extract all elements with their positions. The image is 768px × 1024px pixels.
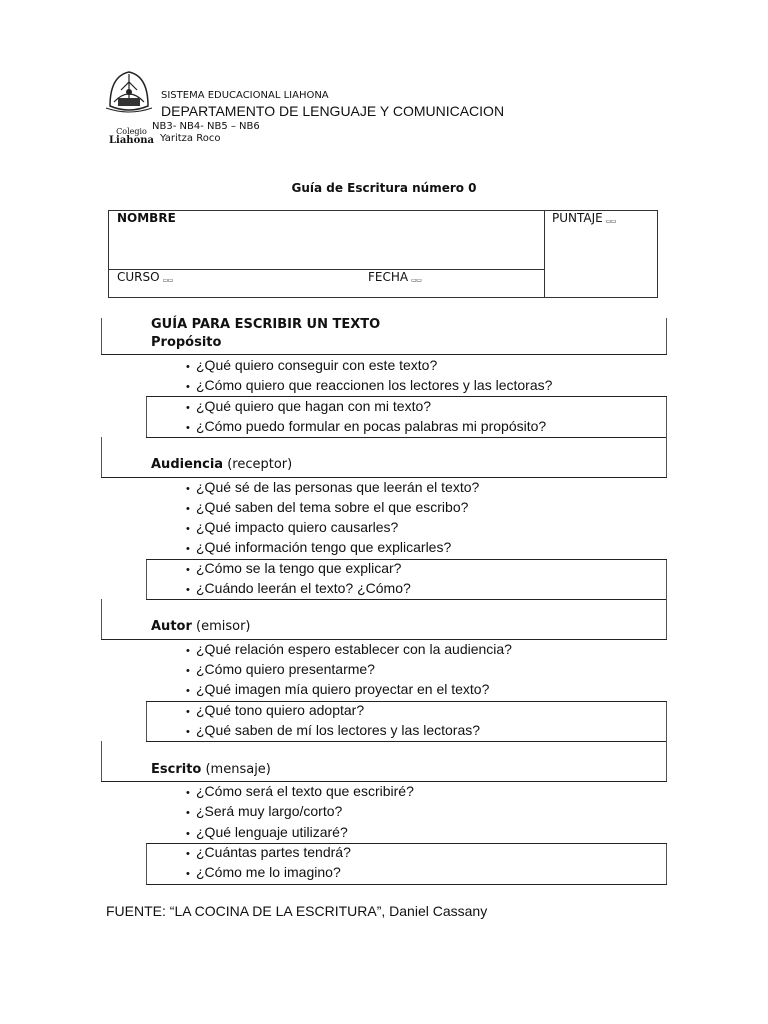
guide-title: GUÍA PARA ESCRIBIR UN TEXTO — [151, 317, 381, 332]
list-item: • ¿Cómo me lo imagino? — [186, 864, 341, 880]
section-rule — [146, 396, 667, 397]
list-item: • ¿Qué tono quiero adoptar? — [186, 702, 365, 718]
border-line — [666, 599, 667, 639]
info-divider-vertical — [544, 210, 545, 298]
bullet-icon: • — [186, 706, 190, 718]
list-item: • ¿Qué quiero que hagan con mi texto? — [186, 398, 432, 414]
section-detail: (emisor) — [196, 619, 251, 634]
fecha-field[interactable] — [368, 270, 421, 284]
bullet-icon: • — [186, 523, 190, 535]
section-detail: (receptor) — [227, 457, 293, 472]
section-name: Propósito — [151, 335, 222, 350]
list-item: • ¿Qué saben de mí los lectores y las lectoras? — [186, 722, 481, 738]
border-line — [666, 843, 667, 884]
section-rule — [101, 781, 667, 782]
bullet-icon: • — [186, 564, 190, 576]
list-item: • ¿Cómo quiero presentarme? — [186, 661, 375, 677]
bullet-icon: • — [186, 402, 190, 414]
bullet-icon: • — [186, 868, 190, 880]
section-rule — [101, 639, 667, 640]
curso-label: CURSO — [117, 270, 160, 284]
list-item: • ¿Qué lenguaje utilizaré? — [186, 824, 348, 840]
field-mark: ▭▭ — [411, 277, 422, 284]
border-line — [666, 701, 667, 741]
levels: NB3- NB4- NB5 – NB6 — [152, 121, 260, 132]
border-line — [146, 559, 147, 599]
logo-caption-big: Liahona — [109, 135, 154, 146]
list-item: • ¿Cómo puedo formular en pocas palabras mi propósito? — [186, 418, 547, 434]
list-item: • ¿Cuántas partes tendrá? — [186, 844, 351, 860]
border-line — [101, 599, 102, 639]
bullet-icon: • — [186, 483, 190, 495]
logo-caption — [109, 127, 154, 145]
list-item: • ¿Qué impacto quiero causarles? — [186, 519, 399, 535]
nombre-field[interactable] — [117, 211, 176, 225]
section-heading-proposito — [151, 335, 221, 350]
bullet-icon: • — [186, 787, 190, 799]
author-name: Yaritza Roco — [160, 133, 221, 144]
bullet-icon: • — [186, 543, 190, 555]
section-detail: (mensaje) — [205, 762, 271, 777]
field-mark: ▭▭ — [162, 277, 173, 284]
list-item: • ¿Cómo será el texto que escribiré? — [186, 783, 414, 799]
border-line — [666, 559, 667, 599]
bullet-icon: • — [186, 361, 190, 373]
list-item: • ¿Cómo se la tengo que explicar? — [186, 560, 402, 576]
bullet-icon: • — [186, 665, 190, 677]
section-rule — [146, 437, 667, 438]
field-mark: ▭▭ — [605, 218, 617, 225]
nombre-label: NOMBRE — [117, 211, 176, 225]
border-line — [146, 396, 147, 437]
border-line — [666, 437, 667, 477]
section-name: Autor — [151, 619, 192, 634]
list-item: • ¿Qué quiero conseguir con este texto? — [186, 357, 438, 373]
list-item: • ¿Qué saben del tema sobre el que escribo? — [186, 499, 469, 515]
bullet-icon: • — [186, 685, 190, 697]
list-item: • ¿Qué relación espero establecer con la audiencia? — [186, 641, 512, 657]
bullet-icon: • — [186, 503, 190, 515]
page-title: Guía de Escritura número 0 — [291, 181, 477, 195]
section-rule — [101, 354, 667, 355]
section-rule — [146, 884, 667, 885]
source-citation: FUENTE: “LA COCINA DE LA ESCRITURA”, Daniel Cassany — [106, 903, 488, 919]
section-heading-escrito — [151, 762, 271, 777]
bullet-icon: • — [186, 726, 190, 738]
list-item: • ¿Cuándo leerán el texto? ¿Cómo? — [186, 580, 411, 596]
puntaje-label: PUNTAJE — [552, 211, 603, 225]
info-divider-horizontal — [108, 269, 545, 270]
puntaje-field[interactable] — [552, 211, 616, 225]
section-name: Escrito — [151, 762, 202, 777]
list-item: • ¿Qué imagen mía quiero proyectar en el texto? — [186, 681, 490, 697]
border-line — [146, 843, 147, 884]
bullet-icon: • — [186, 381, 190, 393]
bullet-icon: • — [186, 645, 190, 657]
section-rule — [146, 741, 667, 742]
border-line — [666, 318, 667, 354]
border-line — [146, 701, 147, 741]
bullet-icon: • — [186, 828, 190, 840]
bullet-icon: • — [186, 584, 190, 596]
border-line — [101, 318, 102, 354]
border-line — [666, 396, 667, 437]
bullet-icon: • — [186, 848, 190, 860]
list-item: • ¿Cómo quiero que reaccionen los lectores y las lectoras? — [186, 377, 553, 393]
bullet-icon: • — [186, 422, 190, 434]
section-rule — [101, 477, 667, 478]
border-line — [101, 741, 102, 781]
logo-caption-small: Colegio — [116, 127, 147, 136]
list-item: • ¿Qué información tengo que explicarles? — [186, 539, 452, 555]
curso-field[interactable] — [117, 270, 173, 284]
section-name: Audiencia — [151, 457, 224, 472]
section-rule — [146, 599, 667, 600]
section-heading-autor — [151, 619, 251, 634]
section-heading-audiencia — [151, 457, 292, 472]
department-name: DEPARTAMENTO DE LENGUAJE Y COMUNICACION — [161, 103, 505, 119]
border-line — [101, 437, 102, 477]
list-item: • ¿Será muy largo/corto? — [186, 803, 343, 819]
border-line — [666, 741, 667, 781]
fecha-label: FECHA — [368, 270, 409, 284]
bullet-icon: • — [186, 807, 190, 819]
list-item: • ¿Qué sé de las personas que leerán el texto? — [186, 479, 480, 495]
system-name: SISTEMA EDUCACIONAL LIAHONA — [161, 90, 329, 101]
